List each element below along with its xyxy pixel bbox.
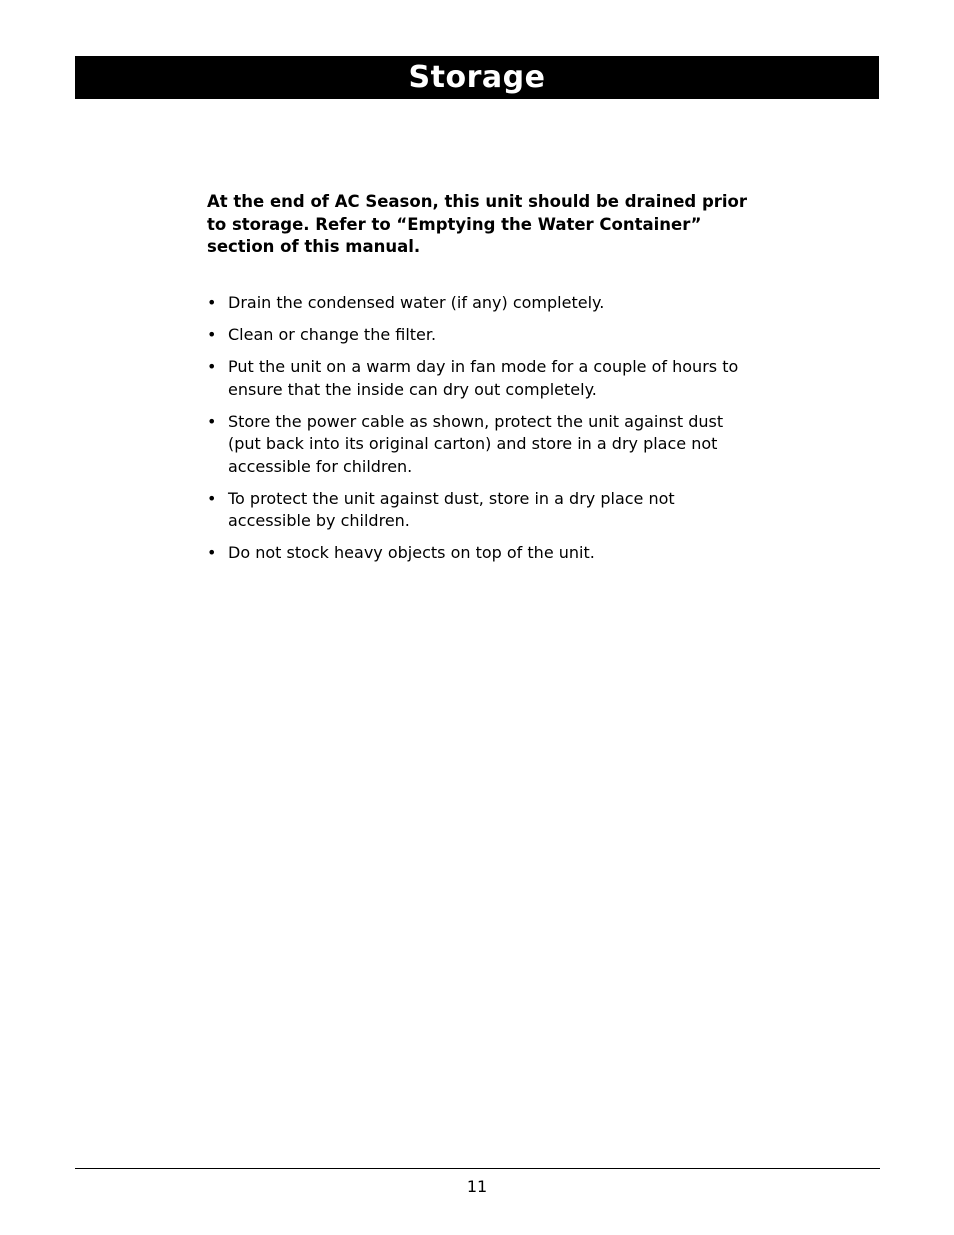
- list-item-text: Clean or change the filter.: [228, 325, 437, 344]
- list-item-text: Do not stock heavy objects on top of the unit.: [228, 543, 595, 562]
- list-item: [207, 292, 752, 315]
- bullet-icon: •: [207, 293, 217, 312]
- bullet-icon: •: [207, 325, 217, 344]
- bullet-icon: •: [207, 411, 217, 431]
- bullet-icon: •: [207, 488, 217, 508]
- list-item-text: Put the unit on a warm day in fan mode for a couple of hours to ensure that the inside can dry out completely.: [228, 357, 739, 399]
- storage-steps-list: [207, 292, 752, 574]
- intro-paragraph: At the end of AC Season, this unit should be drained prior to storage. Refer to “Emptying the Water Container” section of this manual.: [207, 192, 748, 256]
- list-item-text: To protect the unit against dust, store in a dry place not accessible by children.: [228, 488, 675, 530]
- list-item: [207, 411, 752, 479]
- list-item-text: Store the power cable as shown, protect the unit against dust (put back into its original carton) and store in a dry place not accessible for children.: [228, 411, 724, 476]
- list-item: [207, 356, 752, 401]
- bullet-icon: •: [207, 543, 217, 562]
- section-title: Storage: [408, 59, 546, 95]
- bullet-icon: •: [207, 357, 217, 376]
- list-item: [207, 324, 752, 347]
- footer-divider: [75, 1168, 880, 1169]
- section-title-bar: [75, 56, 879, 99]
- list-item: [207, 542, 752, 565]
- list-item-text: Drain the condensed water (if any) completely.: [228, 293, 605, 312]
- page-number: 11: [466, 1177, 488, 1196]
- list-item: [207, 488, 752, 533]
